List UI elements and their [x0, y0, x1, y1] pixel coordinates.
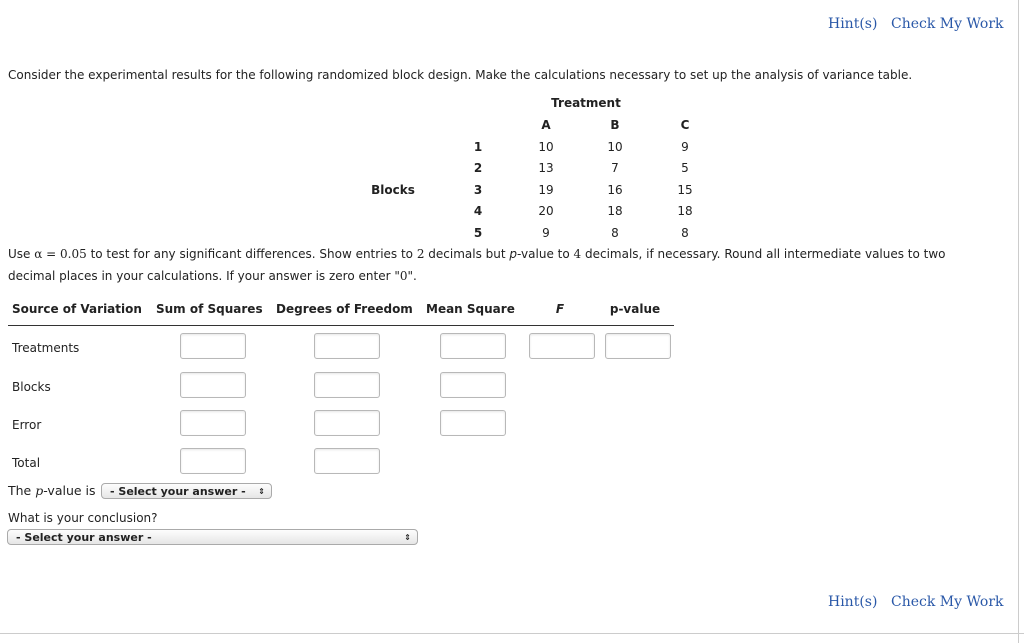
conclusion-select[interactable]: - Select your answer - ⇕	[7, 529, 418, 545]
col-header-ss: Sum of Squares	[156, 302, 263, 316]
treatment-header: A	[541, 118, 551, 132]
conclusion-question: What is your conclusion?	[8, 511, 158, 525]
instructions: Use α = 0.05 to test for any significant differences. Show entries to 2 decimals but p-value to 4 decimals, if necessary. Round all intermediate values to two	[8, 247, 946, 261]
data-cell: 10	[607, 140, 623, 154]
blocks-ms-input[interactable]	[440, 372, 506, 398]
data-cell: 9	[681, 140, 689, 154]
block-number: 2	[473, 161, 483, 175]
treatments-f-input[interactable]	[529, 333, 595, 359]
data-cell: 10	[538, 140, 554, 154]
select-arrows-icon: ⇕	[258, 487, 265, 496]
treatment-header: C	[680, 118, 690, 132]
total-ss-input[interactable]	[180, 448, 246, 474]
data-cell: 19	[538, 183, 554, 197]
data-cell: 8	[681, 226, 689, 240]
data-cell: 13	[538, 161, 554, 175]
data-cell: 8	[611, 226, 619, 240]
treatment-header: B	[610, 118, 620, 132]
footer-divider	[0, 633, 1024, 634]
row-label: Blocks	[12, 380, 51, 394]
intro-text: Consider the experimental results for the following randomized block design. Make the calculations necessary to set up the analysis of variance table.	[8, 68, 913, 82]
total-df-input[interactable]	[314, 448, 380, 474]
error-ss-input[interactable]	[180, 410, 246, 436]
blocks-label: Blocks	[371, 183, 415, 197]
data-cell: 18	[607, 204, 623, 218]
block-number: 1	[473, 140, 483, 154]
treatments-pvalue-input[interactable]	[605, 333, 671, 359]
hint-link[interactable]: Hint(s)	[828, 16, 878, 32]
block-number: 4	[473, 204, 483, 218]
treatment-label: Treatment	[551, 96, 621, 110]
error-df-input[interactable]	[314, 410, 380, 436]
instructions-line2: decimal places in your calculations. If your answer is zero enter "0".	[8, 269, 417, 283]
row-label: Total	[12, 456, 41, 470]
treatments-ms-input[interactable]	[440, 333, 506, 359]
data-cell: 16	[607, 183, 623, 197]
blocks-df-input[interactable]	[314, 372, 380, 398]
data-cell: 18	[677, 204, 693, 218]
pvalue-select[interactable]: - Select your answer - ⇕	[101, 483, 272, 499]
col-header-ms: Mean Square	[426, 302, 515, 316]
treatments-df-input[interactable]	[314, 333, 380, 359]
page-edge	[1018, 0, 1019, 643]
row-label: Error	[12, 418, 42, 432]
check-my-work-link-bottom[interactable]: Check My Work	[891, 594, 1004, 610]
data-cell: 15	[677, 183, 693, 197]
row-label: Treatments	[12, 341, 80, 355]
select-arrows-icon: ⇕	[404, 533, 411, 542]
blocks-ss-input[interactable]	[180, 372, 246, 398]
data-cell: 20	[538, 204, 554, 218]
pvalue-question: The p-value is	[8, 483, 96, 498]
col-header-pvalue: p-value	[609, 302, 661, 316]
header-divider	[8, 325, 674, 326]
data-cell: 7	[611, 161, 619, 175]
treatments-ss-input[interactable]	[180, 333, 246, 359]
col-header-df: Degrees of Freedom	[276, 302, 413, 316]
data-cell: 5	[681, 161, 689, 175]
error-ms-input[interactable]	[440, 410, 506, 436]
col-header-f: F	[555, 302, 565, 316]
check-my-work-link[interactable]: Check My Work	[891, 16, 1004, 32]
block-number: 3	[473, 183, 483, 197]
data-cell: 9	[542, 226, 550, 240]
hint-link-bottom[interactable]: Hint(s)	[828, 594, 878, 610]
block-number: 5	[473, 226, 483, 240]
col-header-source: Source of Variation	[12, 302, 142, 316]
